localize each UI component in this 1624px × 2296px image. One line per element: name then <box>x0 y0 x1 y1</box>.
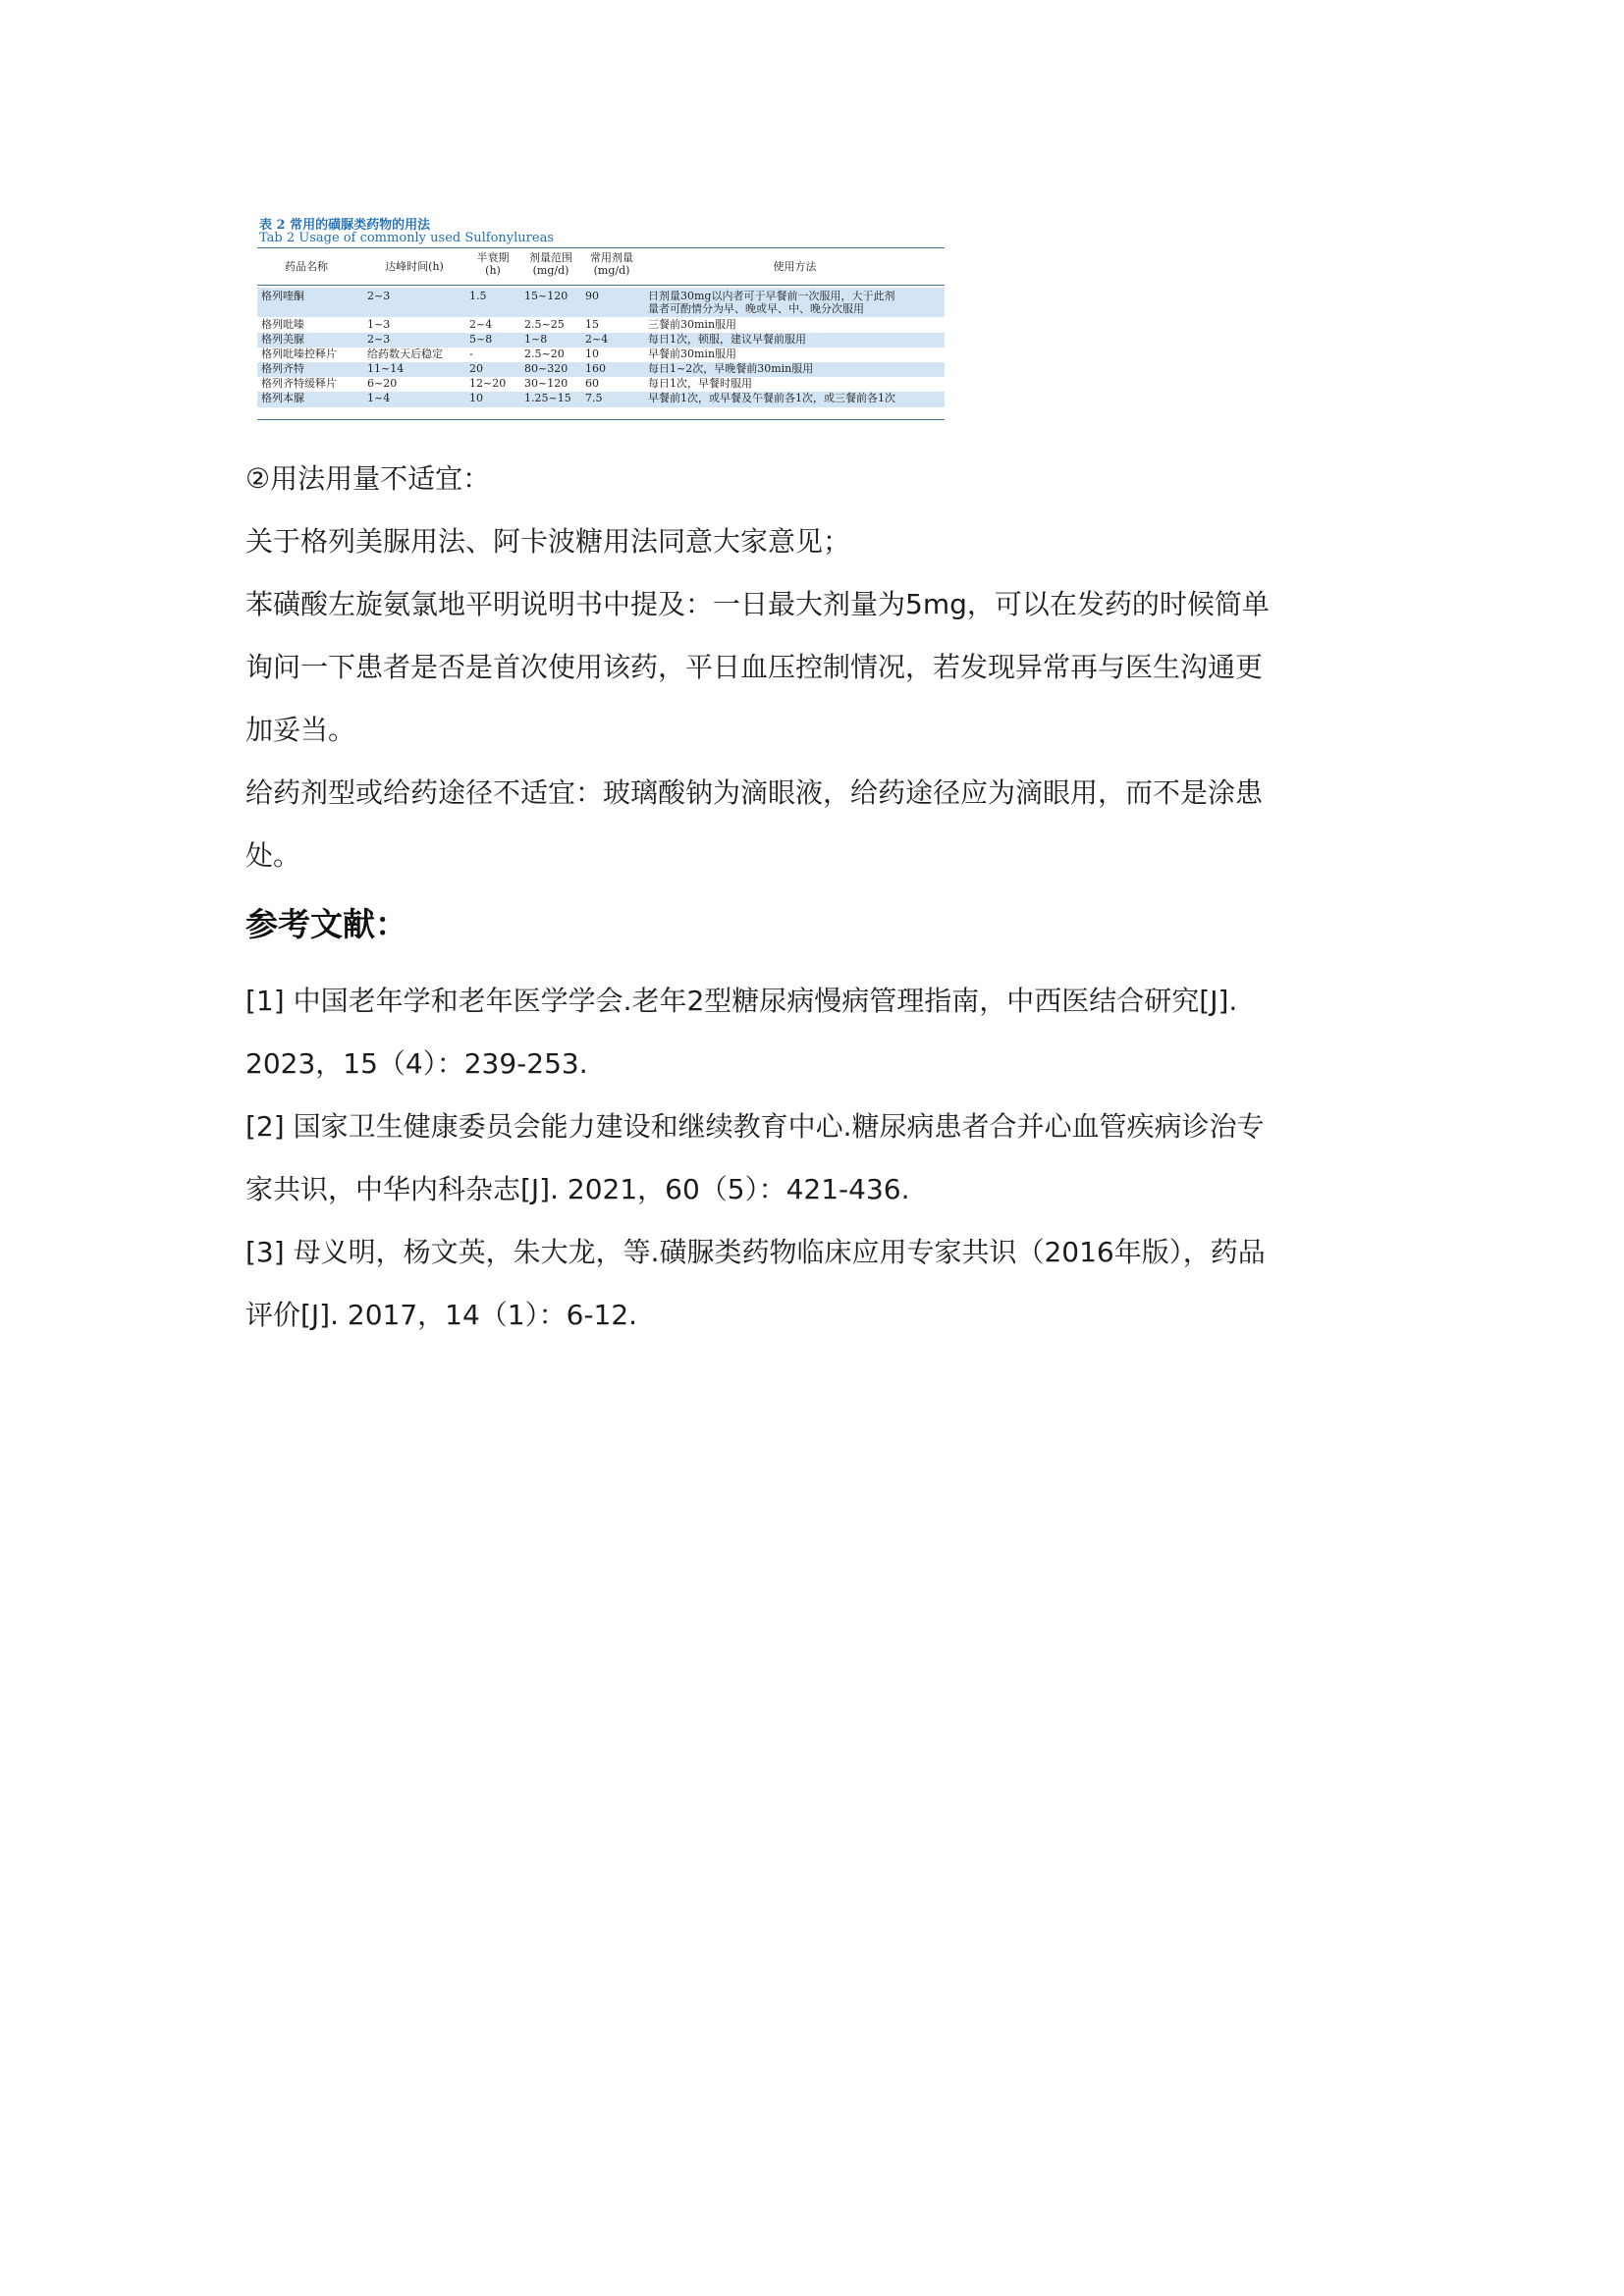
paragraph-route-line2: 处。 <box>245 839 301 872</box>
cell-half-life: - <box>469 347 473 360</box>
cell-usual-dose: 15 <box>585 318 599 331</box>
subsection-usage-dosage: ②用法用量不适宜： <box>245 462 491 495</box>
cell-usual-dose: 10 <box>585 347 599 360</box>
table-row <box>257 377 945 392</box>
table-row <box>257 288 945 317</box>
cell-usual-dose: 7.5 <box>585 392 603 404</box>
reference-3-line2: 评价[J]. 2017，14（1）：6-12. <box>245 1299 638 1331</box>
cell-half-life: 12~20 <box>469 377 507 390</box>
paragraph-levamlodipine-line1: 苯磺酸左旋氨氯地平明说明书中提及：一日最大剂量为5mg，可以在发药的时候简单 <box>245 588 1270 620</box>
cell-dose-range: 1.25~15 <box>524 392 571 404</box>
cell-peak: 1~3 <box>367 318 391 331</box>
cell-drug: 格列齐特 <box>261 362 304 375</box>
cell-peak: 6~20 <box>367 377 398 390</box>
header-half-life: 半衰期 (h) <box>476 251 510 277</box>
cell-usage: 早餐前1次，或早餐及午餐前各1次，或三餐前各1次 <box>648 392 895 404</box>
cell-dose-range: 2.5~20 <box>524 347 565 360</box>
cell-usual-dose: 90 <box>585 290 599 302</box>
header-dose-range: 剂量范围 (mg/d) <box>529 251 572 277</box>
paragraph-route-line1: 给药剂型或给药途径不适宜：玻璃酸钠为滴眼液，给药途径应为滴眼用，而不是涂患 <box>245 776 1264 809</box>
cell-half-life: 20 <box>469 362 483 375</box>
cell-peak: 给药数天后稳定 <box>367 347 443 360</box>
cell-drug: 格列齐特缓释片 <box>261 377 337 390</box>
table-title-en: Tab 2 Usage of commonly used Sulfonylureas <box>259 231 555 245</box>
cell-half-life: 5~8 <box>469 333 493 346</box>
paragraph-levamlodipine-line2: 询问一下患者是否是首次使用该药，平日血压控制情况，若发现异常再与医生沟通更 <box>245 651 1264 683</box>
cell-peak: 11~14 <box>367 362 405 375</box>
table-title-zh: 表 2 常用的磺脲类药物的用法 <box>259 218 431 233</box>
sulfonylurea-usage-table-figure <box>257 213 945 419</box>
table-row <box>257 392 945 407</box>
cell-drug: 格列吡嗪 <box>261 318 304 331</box>
header-drug-name: 药品名称 <box>285 260 328 273</box>
table-row <box>257 318 945 333</box>
cell-half-life: 2~4 <box>469 318 493 331</box>
header-usual-dose: 常用剂量 (mg/d) <box>590 251 633 277</box>
cell-drug: 格列喹酮 <box>261 290 304 302</box>
reference-2-line2: 家共识，中华内科杂志[J]. 2021，60（5）：421-436. <box>245 1173 910 1205</box>
cell-peak: 2~3 <box>367 333 391 346</box>
cell-usual-dose: 2~4 <box>585 333 609 346</box>
table-row <box>257 333 945 347</box>
cell-usage: 日剂量30mg以内者可于早餐前一次服用，大于此剂 量者可酌情分为早、晚或早、中、晚分次服用 <box>648 290 895 315</box>
cell-usage: 每日1次，顿服，建议早餐前服用 <box>648 333 806 346</box>
table-top-rule <box>257 247 945 248</box>
cell-dose-range: 80~320 <box>524 362 568 375</box>
reference-1-line2: 2023，15（4）：239-253. <box>245 1047 588 1080</box>
references-heading: 参考文献： <box>245 905 407 943</box>
cell-dose-range: 1~8 <box>524 333 548 346</box>
table-row <box>257 362 945 377</box>
cell-dose-range: 2.5~25 <box>524 318 565 331</box>
cell-half-life: 10 <box>469 392 483 404</box>
cell-peak: 2~3 <box>367 290 391 302</box>
cell-dose-range: 15~120 <box>524 290 568 302</box>
cell-usage: 每日1~2次，早晚餐前30min服用 <box>648 362 814 375</box>
cell-half-life: 1.5 <box>469 290 487 302</box>
cell-peak: 1~4 <box>367 392 391 404</box>
cell-drug: 格列美脲 <box>261 333 304 346</box>
reference-3-line1: [3] 母义明，杨文英，朱大龙，等.磺脲类药物临床应用专家共识（2016年版），药品 <box>245 1236 1266 1268</box>
reference-2-line1: [2] 国家卫生健康委员会能力建设和继续教育中心.糖尿病患者合并心血管疾病诊治专 <box>245 1110 1265 1143</box>
header-usage: 使用方法 <box>773 260 817 273</box>
cell-dose-range: 30~120 <box>524 377 568 390</box>
cell-usage: 早餐前30min服用 <box>648 347 737 360</box>
cell-usual-dose: 160 <box>585 362 606 375</box>
reference-1-line1: [1] 中国老年学和老年医学学会.老年2型糖尿病慢病管理指南，中西医结合研究[J]. <box>245 985 1238 1017</box>
table-header-rule <box>257 285 945 286</box>
cell-usual-dose: 60 <box>585 377 599 390</box>
table-row <box>257 347 945 362</box>
cell-usage: 每日1次，早餐时服用 <box>648 377 752 390</box>
paragraph-agree: 关于格列美脲用法、阿卡波糖用法同意大家意见； <box>245 525 851 558</box>
header-peak-time: 达峰时间(h) <box>385 260 444 273</box>
table-bottom-rule <box>257 419 945 420</box>
cell-usage: 三餐前30min服用 <box>648 318 737 331</box>
cell-drug: 格列本脲 <box>261 392 304 404</box>
cell-drug: 格列吡嗪控释片 <box>261 347 337 360</box>
paragraph-levamlodipine-line3: 加妥当。 <box>245 714 356 746</box>
